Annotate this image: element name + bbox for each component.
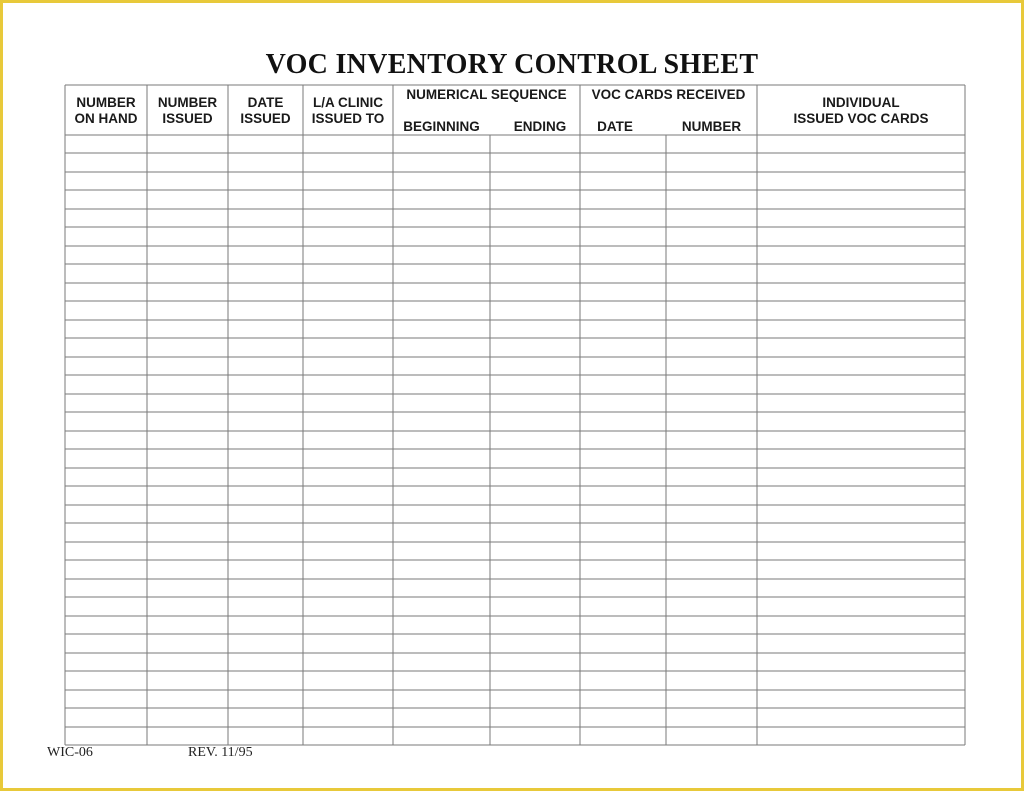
header-voc-cards-received: VOC CARDS RECEIVED xyxy=(591,87,746,102)
header-number: NUMBER xyxy=(681,119,742,134)
header-beginning: BEGINNING xyxy=(403,119,480,134)
header-line: ISSUED xyxy=(162,111,213,126)
form-id: WIC-06 xyxy=(47,745,93,760)
header-line: ON HAND xyxy=(74,111,138,126)
header-line: NUMBER xyxy=(76,95,136,110)
revision-label: REV. 11/95 xyxy=(188,745,253,760)
form-title: VOC INVENTORY CONTROL SHEET xyxy=(265,49,759,80)
header-number-issued xyxy=(147,95,228,127)
header-line: ISSUED VOC CARDS xyxy=(793,111,929,126)
header-line: DATE xyxy=(247,95,284,110)
header-line: ISSUED TO xyxy=(311,111,385,126)
header-line: ISSUED xyxy=(240,111,291,126)
header-individual xyxy=(757,95,965,127)
header-line: L/A CLINIC xyxy=(313,95,383,110)
header-line: NUMBER xyxy=(157,95,218,110)
header-line: INDIVIDUAL xyxy=(822,95,900,110)
header-la-clinic xyxy=(303,95,393,127)
header-date-issued xyxy=(228,95,303,127)
header-number-on-hand xyxy=(65,95,147,127)
header-ending: ENDING xyxy=(513,119,567,134)
header-date: DATE xyxy=(597,119,633,134)
header-numerical-sequence: NUMERICAL SEQUENCE xyxy=(406,87,567,102)
